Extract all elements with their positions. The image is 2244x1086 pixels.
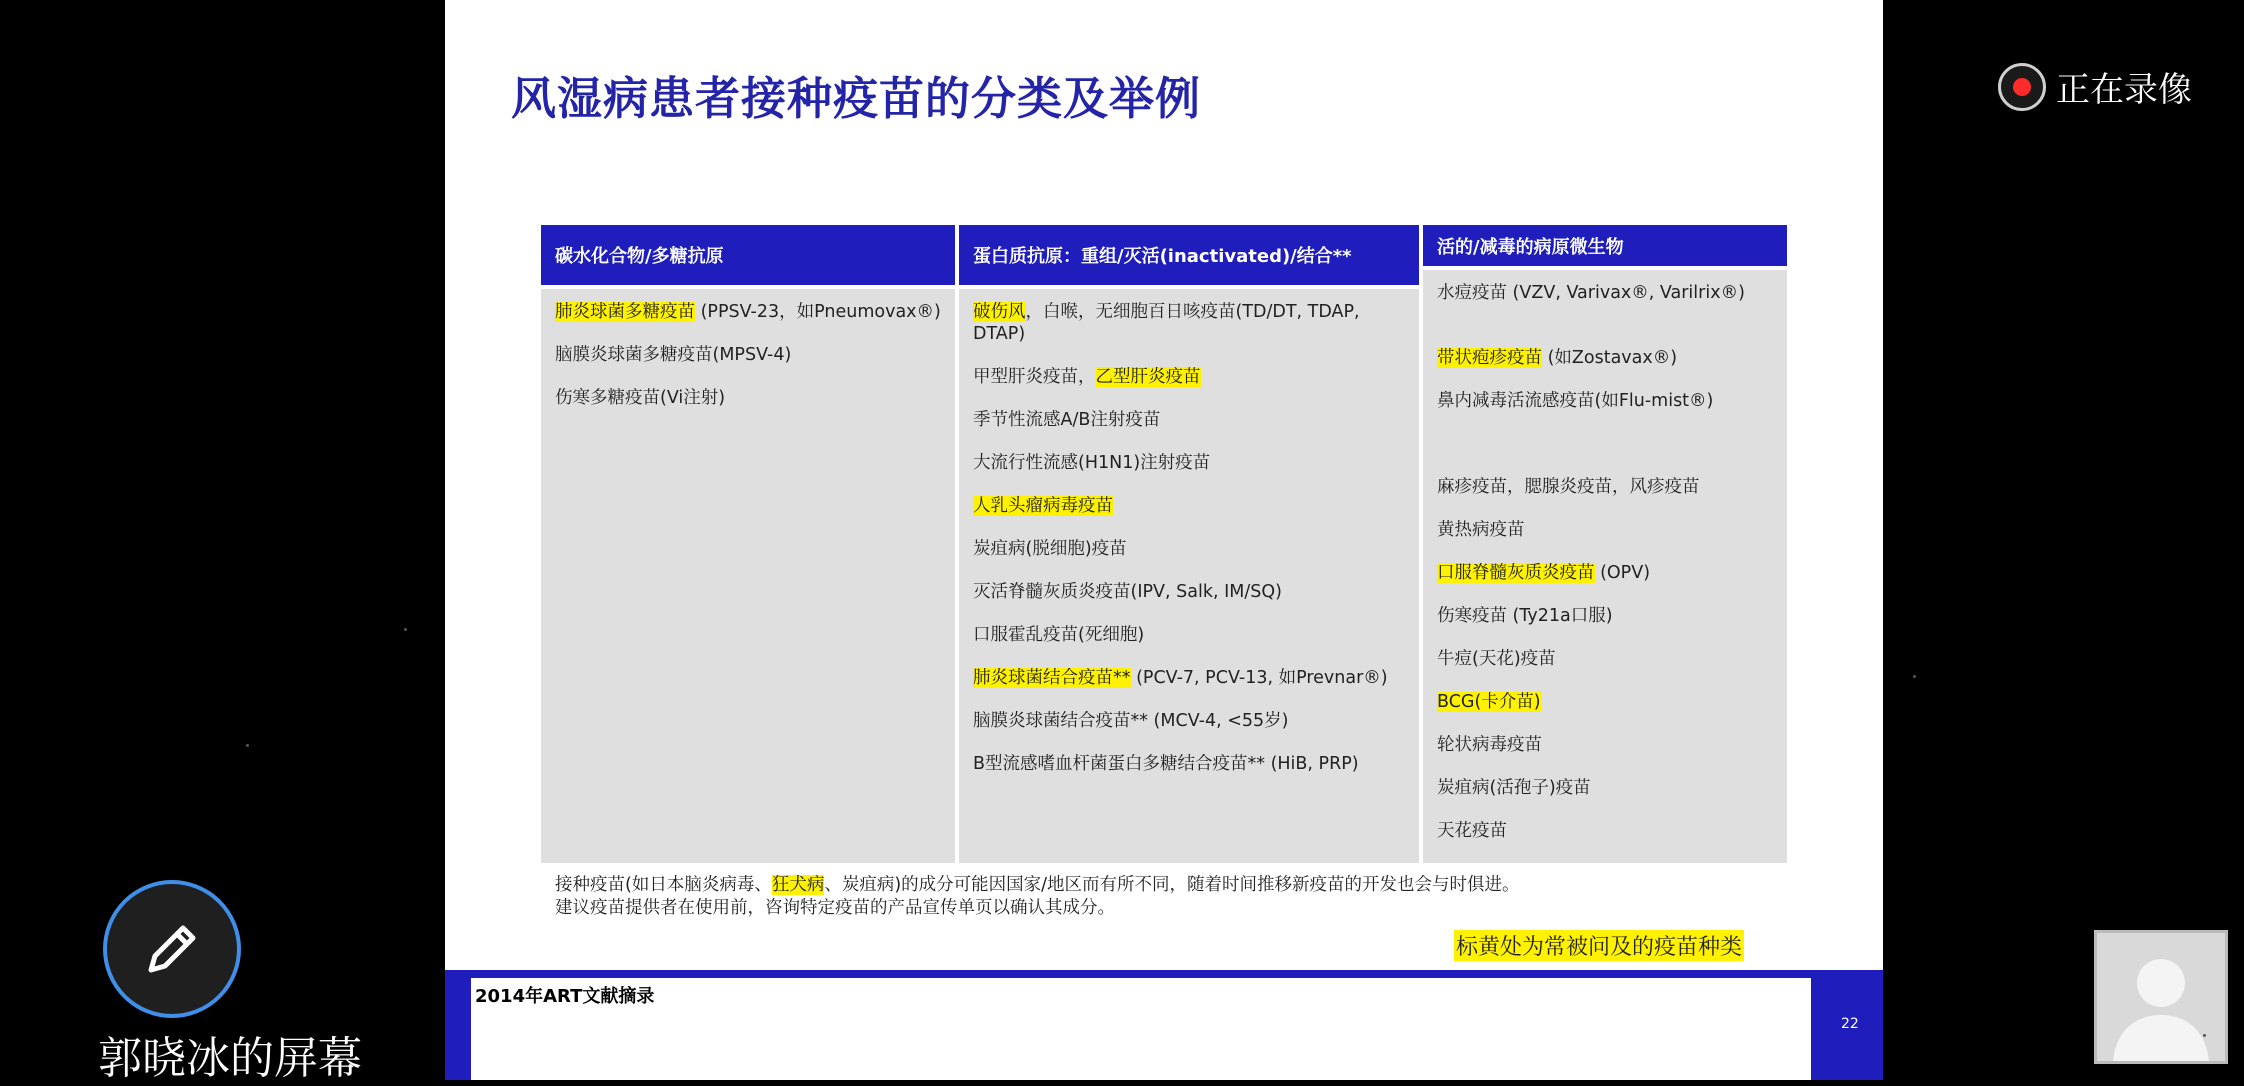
column-body — [541, 289, 955, 863]
cell-text: 脑膜炎球菌多糖疫苗(MPSV-4) — [555, 345, 792, 365]
footer-box — [471, 978, 1811, 1080]
table-cell — [1437, 390, 1773, 412]
screen-owner-label: 郭晓冰的屏幕 — [98, 1033, 362, 1084]
shared-slide — [445, 0, 1883, 1080]
cell-text: 鼻内减毒活流感疫苗(如Flu-mist®) — [1437, 391, 1714, 411]
person-icon — [2097, 933, 2225, 1061]
table-cell — [555, 344, 941, 366]
note-text: 、炭疽病)的成分可能因国家/地区而有所不同，随着时间推移新疫苗的开发也会与时俱进。 — [824, 875, 1520, 895]
cell-text: (PPSV-23，如Pneumovax®) — [695, 302, 941, 322]
table-cell — [1437, 777, 1773, 799]
recording-indicator[interactable] — [1998, 62, 2192, 111]
cell-text: ，白喉，无细胞百日咳疫苗(TD/DT, TDAP, DTAP) — [973, 302, 1360, 344]
table-cell — [1437, 476, 1773, 498]
highlight-legend: 标黄处为常被问及的疫苗种类 — [1454, 930, 1744, 961]
table-cell — [973, 538, 1405, 560]
cell-text: 天花疫苗 — [1437, 821, 1507, 841]
column-protein — [959, 225, 1419, 863]
cell-text: 大流行性流感(H1N1)注射疫苗 — [973, 453, 1211, 473]
table-cell — [1437, 605, 1773, 627]
footnote-line-2: 建议疫苗提供者在使用前，咨询特定疫苗的产品宣传单页以确认其成分。 — [555, 898, 1115, 918]
table-cell — [1437, 562, 1773, 584]
note-text: 接种疫苗(如日本脑炎病毒、 — [555, 875, 772, 895]
pencil-icon — [137, 914, 207, 984]
table-cell — [1437, 648, 1773, 670]
highlighted-text: 口服脊髓灰质炎疫苗 — [1437, 563, 1595, 583]
cell-text: 灭活脊髓灰质炎疫苗(IPV, Salk, IM/SQ) — [973, 582, 1282, 602]
table-cell — [973, 710, 1405, 732]
decor-dot — [404, 628, 407, 631]
table-cell — [1437, 282, 1773, 326]
table-cell — [973, 301, 1405, 345]
highlighted-text: BCG(卡介苗) — [1437, 692, 1541, 712]
cell-text: 牛痘(天花)疫苗 — [1437, 649, 1556, 669]
cell-text: 炭疽病(活孢子)疫苗 — [1437, 778, 1591, 798]
table-cell — [555, 301, 941, 323]
footnote-line-1 — [555, 874, 1520, 897]
column-header: 蛋白质抗原：重组/灭活(inactivated)/结合** — [959, 225, 1419, 285]
column-header: 活的/减毒的病原微生物 — [1423, 225, 1787, 266]
cell-text: (OPV) — [1594, 563, 1651, 583]
table-cell — [973, 366, 1405, 388]
column-body — [959, 289, 1419, 863]
cell-text: 伤寒多糖疫苗(Vi注射) — [555, 388, 726, 408]
table-cell — [973, 452, 1405, 474]
highlighted-text: 破伤风 — [973, 302, 1026, 322]
decor-dot — [2203, 1034, 2206, 1037]
cell-text: 季节性流感A/B注射疫苗 — [973, 410, 1161, 430]
cell-text: 炭疽病(脱细胞)疫苗 — [973, 539, 1127, 559]
recording-label: 正在录像 — [2056, 70, 2192, 110]
column-header: 碳水化合物/多糖抗原 — [541, 225, 955, 285]
column-live — [1423, 225, 1787, 863]
cell-text: 水痘疫苗 (VZV, Varivax®, Varilrix®) — [1437, 283, 1745, 303]
table-cell — [555, 387, 941, 409]
annotate-button[interactable] — [103, 880, 241, 1018]
table-cell — [973, 495, 1405, 517]
vaccine-table — [541, 225, 1787, 863]
cell-text: 黄热病疫苗 — [1437, 520, 1525, 540]
cell-text: (PCV-7, PCV-13, 如Prevnar®) — [1130, 668, 1388, 688]
cell-text: 脑膜炎球菌结合疫苗** (MCV-4, <55岁) — [973, 711, 1289, 731]
page-number: 22 — [1841, 1016, 1859, 1032]
table-cell — [973, 624, 1405, 646]
cell-text: 麻疹疫苗，腮腺炎疫苗，风疹疫苗 — [1437, 477, 1700, 497]
participant-avatar[interactable] — [2094, 930, 2228, 1064]
table-cell — [1437, 347, 1773, 369]
footer-source: 2014年ART文献摘录 — [475, 986, 655, 1007]
slide-title: 风湿病患者接种疫苗的分类及举例 — [511, 72, 1202, 125]
table-cell — [1437, 820, 1773, 842]
table-cell — [1437, 519, 1773, 541]
cell-text: B型流感嗜血杆菌蛋白多糖结合疫苗** (HiB, PRP) — [973, 754, 1359, 774]
column-body — [1423, 270, 1787, 863]
table-cell — [973, 409, 1405, 431]
table-cell — [1437, 734, 1773, 756]
highlighted-text: 人乳头瘤病毒疫苗 — [973, 496, 1113, 516]
cell-text: 伤寒疫苗 (Ty21a口服) — [1437, 606, 1613, 626]
cell-text: 甲型肝炎疫苗， — [973, 367, 1096, 387]
table-cell — [973, 581, 1405, 603]
highlighted-text: 乙型肝炎疫苗 — [1095, 367, 1201, 387]
column-polysaccharide — [541, 225, 955, 863]
cell-text: 轮状病毒疫苗 — [1437, 735, 1542, 755]
highlighted-text: 狂犬病 — [771, 875, 825, 895]
cell-text: (如Zostavax®) — [1542, 348, 1678, 368]
decor-dot — [246, 744, 249, 747]
table-cell — [973, 753, 1405, 775]
table-cell — [1437, 691, 1773, 713]
cell-text: 口服霍乱疫苗(死细胞) — [973, 625, 1145, 645]
record-icon — [1998, 63, 2046, 111]
decor-dot — [1913, 675, 1916, 678]
highlighted-text: 带状疱疹疫苗 — [1437, 348, 1542, 368]
footnotes — [555, 874, 1520, 920]
spacer — [1437, 433, 1773, 455]
highlighted-text: 肺炎球菌结合疫苗** — [973, 668, 1131, 688]
table-cell — [973, 667, 1405, 689]
highlighted-text: 肺炎球菌多糖疫苗 — [555, 302, 695, 322]
